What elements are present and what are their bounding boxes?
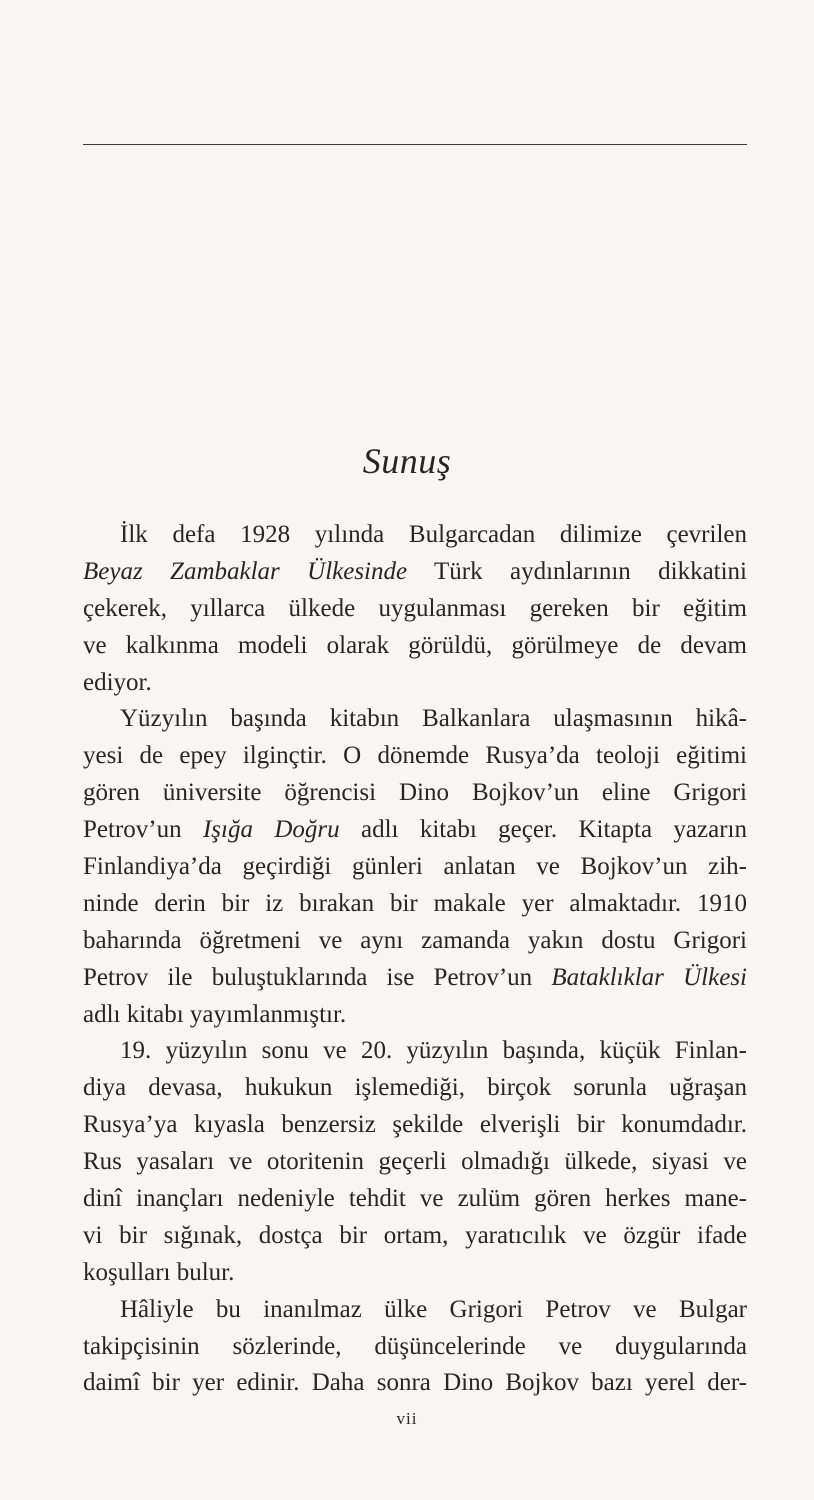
text-segment: ninde derin bir iz bırakan bir makale yer almaktadır. 1910 [83,889,747,917]
text-line [83,554,747,591]
text-line [83,1255,747,1292]
text-segment: Petrov’un [83,816,203,844]
text-segment: ediyor. [83,668,152,696]
text-line [83,517,747,554]
text-line [83,1070,747,1107]
text-line [83,628,747,665]
page-number: vii [396,1409,418,1428]
text-segment: Rus yasaları ve otoritenin geçerli olmadığı ülkede, siyasi ve [83,1148,747,1176]
paragraph [83,701,747,1033]
text-line [83,701,747,738]
text-line [83,591,747,628]
text-segment: Finlandiya’da geçirdiği günleri anlatan ve Bojkov’un zih- [83,853,747,881]
text-segment: vi bir sığınak, dostça bir ortam, yaratıcılık ve özgür ifade [83,1221,747,1249]
text-line [83,1218,747,1255]
text-segment: adlı kitabı yayımlanmıştır. [83,1000,347,1028]
paragraph [83,517,747,701]
text-segment: yesi de epey ilginçtir. O dönemde Rusya’da teoloji eğitimi [83,742,747,770]
text-line [83,997,747,1034]
text-segment: Yüzyılın başında kitabın Balkanlara ulaşmasının hikâ- [120,705,747,733]
text-segment: Hâliyle bu inanılmaz ülke Grigori Petrov ve Bulgar [120,1295,747,1323]
text-line [83,1365,747,1402]
text-segment: takipçisinin sözlerinde, düşüncelerinde ve duygularında [83,1332,747,1360]
text-line [83,1181,747,1218]
text-line [83,886,747,923]
chapter-title: Sunuş [362,441,452,481]
paragraph [83,1292,747,1403]
text-line [83,665,747,702]
text-segment: baharında öğretmeni ve aynı zamanda yakın dostu Grigori [83,926,747,954]
text-segment: dinî inançları nedeniyle tehdit ve zulüm gören herkes mane- [83,1185,747,1213]
text-line [83,812,747,849]
body-text [83,517,747,1402]
text-line [83,738,747,775]
text-segment: Türk aydınlarının dikkatini [407,557,748,585]
header-rule [83,144,747,145]
text-segment: gören üniversite öğrencisi Dino Bojkov’un eline Grigori [83,779,747,807]
italic-title: Bataklıklar Ülkesi [551,963,747,991]
text-line [83,1292,747,1329]
text-line [83,923,747,960]
italic-title: Işığa Doğru [202,816,340,844]
text-segment: adlı kitabı geçer. Kitapta yazarın [339,816,747,844]
text-line [83,1144,747,1181]
text-segment: daimî bir yer edinir. Daha sonra Dino Bojkov bazı yerel der- [83,1369,747,1397]
text-line [83,960,747,997]
text-line [83,1033,747,1070]
text-line [83,1107,747,1144]
text-segment: çekerek, yıllarca ülkede uygulanması gereken bir eğitim [83,594,747,622]
text-line [83,849,747,886]
text-segment: diya devasa, hukukun işlemediği, birçok sorunla uğraşan [83,1074,747,1102]
text-segment: ve kalkınma modeli olarak görüldü, görülmeye de devam [83,631,747,659]
text-line [83,1329,747,1366]
text-segment: Petrov ile buluştuklarında ise Petrov’un [83,963,552,991]
text-segment: koşulları bulur. [83,1258,235,1286]
text-segment: Rusya’ya kıyasla benzersiz şekilde elverişli bir konumdadır. [83,1111,747,1139]
italic-title: Beyaz Zambaklar Ülkesinde [83,557,408,585]
paragraph [83,1033,747,1291]
text-segment: İlk defa 1928 yılında Bulgarcadan dilimize çevrilen [120,521,747,548]
text-segment: 19. yüzyılın sonu ve 20. yüzyılın başında, küçük Finlan- [120,1037,747,1065]
text-line [83,775,747,812]
